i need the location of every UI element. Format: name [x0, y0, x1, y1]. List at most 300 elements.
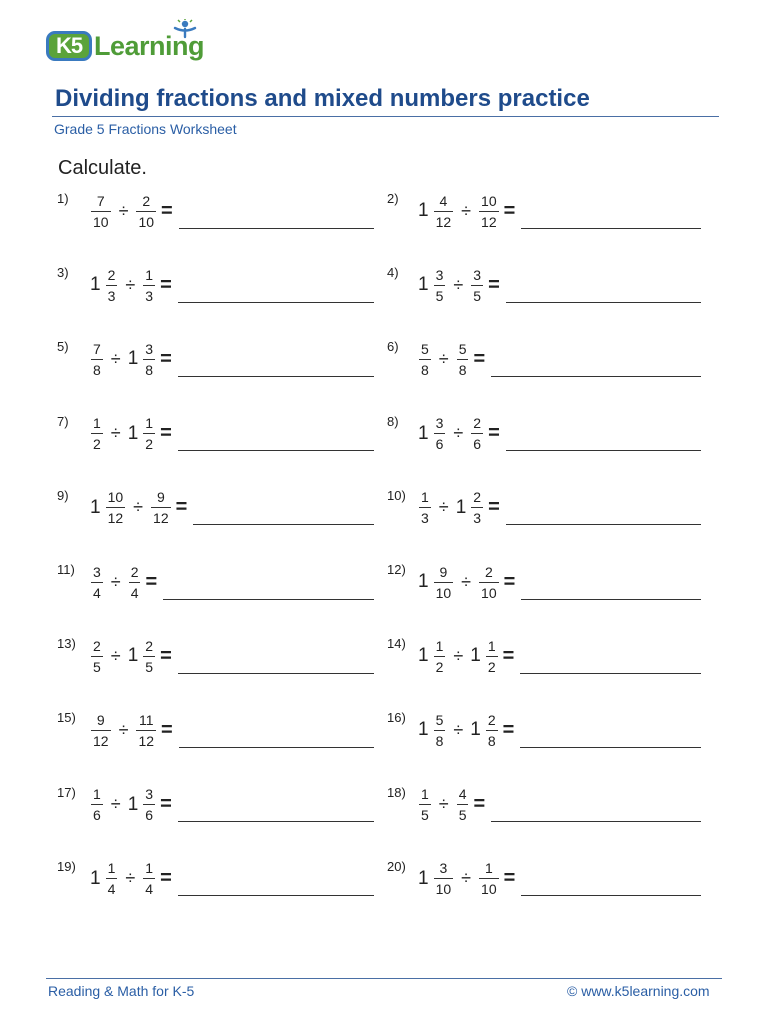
logo-person-icon	[172, 19, 198, 41]
fraction	[419, 786, 431, 823]
equals-sign: =	[488, 496, 500, 519]
fraction	[457, 341, 469, 378]
numerator: 1	[93, 786, 101, 803]
fraction	[486, 638, 498, 675]
footer-divider	[46, 978, 722, 979]
problem-expression	[90, 415, 172, 452]
denominator: 3	[145, 287, 154, 304]
whole-number: 1	[418, 571, 429, 592]
numerator: 1	[421, 786, 429, 803]
fraction	[479, 860, 499, 897]
divide-sign: ÷	[110, 571, 121, 592]
problem-number: 4)	[387, 265, 399, 281]
divide-sign: ÷	[110, 645, 121, 666]
whole-number: 1	[127, 793, 139, 815]
fraction-bar	[419, 359, 431, 360]
denominator: 8	[93, 361, 101, 378]
denominator: 5	[93, 658, 101, 675]
problem-number: 6)	[387, 339, 399, 355]
numerator: 2	[130, 563, 139, 580]
fraction-bar	[91, 730, 111, 731]
denominator: 5	[458, 807, 467, 824]
denominator: 4	[93, 584, 101, 601]
denominator: 2	[145, 436, 154, 453]
problem-number: 2)	[387, 191, 399, 206]
divide-sign: ÷	[438, 348, 449, 369]
fraction	[91, 638, 103, 675]
problem-expression	[90, 341, 172, 378]
fraction-bar	[91, 211, 111, 212]
fraction	[471, 267, 483, 304]
denominator: 12	[435, 213, 452, 230]
fraction	[434, 193, 454, 230]
whole-number: 1	[418, 645, 429, 667]
fraction	[136, 712, 156, 749]
header-divider	[52, 116, 719, 117]
instruction-text: Calculate.	[58, 157, 147, 179]
problem	[90, 335, 374, 383]
fraction-bar	[479, 878, 499, 879]
fraction	[91, 415, 103, 452]
problem-expression	[90, 786, 172, 823]
fraction	[434, 267, 446, 304]
problem	[90, 484, 374, 532]
problem-expression	[90, 193, 173, 230]
equals-sign: =	[502, 718, 515, 741]
denominator: 10	[435, 584, 452, 601]
whole-number: 1	[470, 645, 481, 667]
worksheet-subtitle: Grade 5 Fractions Worksheet	[54, 121, 237, 137]
problem-number: 11)	[57, 562, 75, 577]
problem-number: 9)	[57, 487, 69, 503]
denominator: 6	[93, 807, 101, 824]
footer-tagline: Reading & Math for K-5	[48, 983, 195, 999]
divide-sign: ÷	[453, 645, 464, 666]
problem	[418, 558, 701, 606]
numerator: 2	[107, 266, 116, 283]
fraction	[91, 193, 111, 230]
denominator: 12	[107, 510, 124, 527]
fraction	[419, 341, 431, 378]
problem-expression	[418, 267, 500, 304]
problem-number: 18)	[387, 784, 406, 800]
fraction-bar	[129, 582, 141, 583]
fraction	[151, 489, 171, 526]
divide-sign: ÷	[110, 423, 121, 444]
numerator: 3	[93, 563, 101, 580]
fraction-bar	[143, 359, 155, 360]
divide-sign: ÷	[461, 200, 472, 221]
numerator: 2	[145, 637, 154, 654]
fraction	[471, 489, 483, 526]
whole-number: 1	[90, 274, 101, 296]
problem	[90, 187, 374, 235]
numerator: 11	[138, 711, 154, 728]
numerator: 1	[93, 415, 101, 432]
numerator: 1	[145, 266, 154, 283]
fraction	[106, 860, 118, 897]
fraction-bar	[457, 359, 469, 360]
fraction	[91, 712, 111, 749]
fraction	[143, 786, 155, 823]
fraction	[434, 860, 454, 897]
answer-line[interactable]	[520, 673, 701, 674]
numerator: 2	[473, 415, 482, 432]
divide-sign: ÷	[110, 348, 121, 369]
problem-expression	[90, 638, 172, 675]
divide-sign: ÷	[453, 274, 464, 295]
denominator: 8	[421, 361, 429, 378]
fraction-bar	[136, 211, 156, 212]
problem-number: 20)	[387, 858, 406, 874]
whole-number: 1	[470, 719, 481, 741]
numerator: 2	[473, 489, 482, 506]
numerator: 10	[107, 489, 124, 506]
fraction	[91, 786, 103, 823]
fraction-bar	[471, 285, 483, 286]
whole-number: 1	[418, 719, 429, 741]
problem-number: 15)	[57, 710, 76, 726]
answer-line[interactable]	[178, 673, 374, 674]
numerator: 3	[435, 415, 444, 432]
problem	[90, 632, 374, 680]
problem-expression	[90, 267, 172, 304]
fraction-bar	[434, 730, 446, 731]
numerator: 9	[156, 489, 165, 506]
fraction	[143, 341, 155, 378]
answer-line[interactable]	[163, 599, 374, 600]
denominator: 4	[130, 584, 139, 601]
denominator: 8	[458, 361, 467, 378]
problem-number: 14)	[387, 636, 406, 652]
fraction-bar	[471, 507, 483, 508]
problem	[418, 261, 701, 309]
denominator: 5	[435, 287, 444, 304]
denominator: 8	[435, 732, 444, 749]
answer-line[interactable]	[521, 895, 701, 896]
numerator: 1	[484, 860, 493, 877]
fraction-bar	[91, 359, 103, 360]
fraction-bar	[91, 804, 103, 805]
equals-sign: =	[473, 793, 486, 816]
problem-expression	[418, 786, 485, 823]
whole-number: 1	[90, 496, 101, 518]
denominator: 8	[487, 732, 496, 749]
fraction	[106, 489, 126, 526]
denominator: 12	[93, 732, 109, 749]
fraction-bar	[91, 433, 103, 434]
problem-expression	[418, 712, 514, 749]
whole-number: 1	[418, 422, 429, 444]
fraction	[91, 341, 103, 378]
equals-sign: =	[160, 273, 172, 296]
divide-sign: ÷	[438, 794, 449, 815]
problem	[418, 484, 701, 532]
equals-sign: =	[161, 718, 173, 741]
problem	[90, 706, 374, 754]
divide-sign: ÷	[461, 571, 472, 592]
whole-number: 1	[418, 867, 429, 889]
answer-line[interactable]	[178, 450, 374, 451]
denominator: 2	[435, 658, 444, 675]
fraction-bar	[471, 433, 483, 434]
fraction	[419, 489, 431, 526]
problem-expression	[418, 193, 515, 230]
fraction-bar	[143, 804, 155, 805]
denominator: 3	[473, 510, 482, 527]
denominator: 10	[481, 881, 497, 898]
worksheet-title: Dividing fractions and mixed numbers practice	[55, 85, 590, 112]
fraction	[486, 712, 498, 749]
problem-expression	[418, 489, 500, 526]
denominator: 2	[487, 658, 496, 675]
equals-sign: =	[488, 422, 500, 445]
problem-number: 5)	[57, 339, 69, 355]
problem-number: 19)	[57, 858, 76, 874]
divide-sign: ÷	[453, 423, 464, 444]
problem	[418, 855, 701, 903]
answer-line[interactable]	[178, 302, 374, 303]
problem-expression	[90, 860, 172, 897]
numerator: 4	[458, 786, 467, 803]
divide-sign: ÷	[110, 794, 121, 815]
fraction	[471, 415, 483, 452]
whole-number: 1	[127, 645, 139, 667]
problem	[418, 335, 701, 383]
numerator: 1	[145, 415, 154, 432]
fraction-bar	[434, 878, 454, 879]
numerator: 2	[93, 637, 101, 654]
divide-sign: ÷	[118, 719, 129, 740]
fraction	[434, 638, 446, 675]
fraction	[479, 193, 499, 230]
problem-number: 16)	[387, 710, 406, 726]
whole-number: 1	[455, 496, 467, 518]
problem-expression	[418, 341, 485, 378]
numerator: 1	[421, 489, 429, 506]
denominator: 6	[145, 807, 154, 824]
denominator: 8	[145, 361, 154, 378]
problem	[90, 855, 374, 903]
divide-sign: ÷	[461, 868, 472, 889]
fraction	[434, 415, 446, 452]
answer-line[interactable]	[491, 376, 701, 377]
numerator: 3	[145, 786, 154, 803]
whole-number: 1	[127, 348, 139, 370]
fraction	[143, 860, 155, 897]
problem-number: 13)	[57, 636, 76, 652]
divide-sign: ÷	[133, 497, 144, 518]
fraction-bar	[486, 656, 498, 657]
problem	[90, 261, 374, 309]
answer-line[interactable]	[178, 376, 374, 377]
numerator: 4	[439, 192, 448, 209]
fraction	[143, 415, 155, 452]
fraction-bar	[479, 211, 499, 212]
numerator: 9	[439, 563, 448, 580]
problem	[418, 706, 701, 754]
fraction	[129, 564, 141, 601]
fraction	[479, 564, 499, 601]
equals-sign: =	[160, 793, 172, 816]
denominator: 3	[421, 510, 429, 527]
whole-number: 1	[418, 274, 429, 296]
answer-line[interactable]	[193, 524, 374, 525]
numerator: 5	[435, 711, 444, 728]
numerator: 5	[458, 340, 467, 357]
fraction-bar	[143, 878, 155, 879]
fraction-bar	[434, 285, 446, 286]
problem-number: 10)	[387, 487, 406, 503]
numerator: 1	[435, 637, 444, 654]
problem	[90, 781, 374, 829]
numerator: 10	[481, 192, 497, 209]
problem-number: 1)	[57, 191, 69, 206]
answer-line[interactable]	[521, 599, 701, 600]
equals-sign: =	[160, 867, 172, 890]
divide-sign: ÷	[453, 719, 464, 740]
answer-line[interactable]	[506, 524, 701, 525]
fraction-bar	[434, 433, 446, 434]
problem-expression	[90, 712, 173, 749]
problem-number: 3)	[57, 265, 69, 281]
equals-sign: =	[473, 347, 486, 370]
equals-sign: =	[145, 570, 158, 593]
denominator: 4	[107, 881, 116, 898]
equals-sign: =	[175, 496, 188, 519]
denominator: 2	[93, 436, 101, 453]
fraction-bar	[143, 656, 155, 657]
equals-sign: =	[160, 347, 172, 370]
problem-expression	[90, 489, 187, 526]
fraction-bar	[434, 656, 446, 657]
denominator: 6	[473, 436, 482, 453]
answer-line[interactable]	[178, 895, 374, 896]
fraction-bar	[91, 582, 103, 583]
denominator: 10	[481, 584, 497, 601]
problem	[418, 410, 701, 458]
numerator: 7	[93, 340, 101, 357]
equals-sign: =	[160, 644, 172, 667]
fraction-bar	[479, 582, 499, 583]
divide-sign: ÷	[125, 274, 136, 295]
answer-line[interactable]	[178, 821, 374, 822]
answer-line[interactable]	[506, 302, 701, 303]
problem-number: 12)	[387, 562, 406, 577]
fraction	[143, 638, 155, 675]
numerator: 2	[487, 711, 496, 728]
problem-number: 17)	[57, 784, 76, 800]
fraction-bar	[106, 285, 118, 286]
denominator: 10	[138, 213, 155, 230]
answer-line[interactable]	[521, 228, 701, 229]
answer-line[interactable]	[520, 747, 701, 748]
numerator: 2	[142, 192, 151, 209]
whole-number: 1	[418, 200, 429, 221]
numerator: 9	[96, 711, 105, 728]
fraction-bar	[151, 507, 171, 508]
fraction	[434, 564, 454, 601]
fraction-bar	[106, 507, 126, 508]
problem	[418, 187, 701, 235]
equals-sign: =	[503, 570, 516, 593]
fraction	[434, 712, 446, 749]
fraction-bar	[143, 285, 155, 286]
equals-sign: =	[502, 644, 515, 667]
denominator: 5	[473, 287, 482, 304]
numerator: 1	[145, 860, 154, 877]
fraction-bar	[106, 878, 118, 879]
k5-learning-logo	[46, 26, 204, 66]
problem	[418, 781, 701, 829]
problem	[90, 410, 374, 458]
denominator: 12	[481, 213, 497, 230]
logo-k5-badge: K5	[46, 31, 92, 61]
answer-line[interactable]	[491, 821, 701, 822]
equals-sign: =	[503, 867, 516, 890]
logo-text: Learning	[94, 30, 205, 61]
divide-sign: ÷	[125, 868, 136, 889]
numerator: 3	[439, 860, 448, 877]
fraction	[457, 786, 469, 823]
problem-number: 7)	[57, 413, 69, 429]
numerator: 3	[145, 340, 154, 357]
problem-expression	[418, 638, 514, 675]
problem-expression	[418, 415, 500, 452]
fraction-bar	[457, 804, 469, 805]
denominator: 5	[145, 658, 154, 675]
problem-number: 8)	[387, 413, 399, 429]
answer-line[interactable]	[179, 747, 374, 748]
denominator: 12	[138, 732, 155, 749]
fraction-bar	[136, 730, 156, 731]
problem	[418, 632, 701, 680]
divide-sign: ÷	[438, 497, 449, 518]
denominator: 10	[435, 881, 452, 898]
equals-sign: =	[161, 199, 173, 222]
footer-website: © www.k5learning.com	[567, 983, 710, 999]
equals-sign: =	[160, 422, 172, 445]
numerator: 5	[421, 340, 429, 357]
denominator: 4	[145, 881, 154, 898]
fraction-bar	[419, 507, 431, 508]
problem	[90, 558, 374, 606]
equals-sign: =	[503, 199, 516, 222]
problem-expression	[418, 860, 515, 897]
fraction	[143, 267, 155, 304]
answer-line[interactable]	[179, 228, 374, 229]
divide-sign: ÷	[118, 200, 129, 221]
denominator: 6	[435, 436, 444, 453]
fraction	[106, 267, 118, 304]
fraction-bar	[434, 211, 454, 212]
fraction-bar	[434, 582, 454, 583]
numerator: 3	[435, 266, 444, 283]
fraction-bar	[91, 656, 103, 657]
fraction-bar	[486, 730, 498, 731]
whole-number: 1	[90, 867, 101, 889]
fraction-bar	[143, 433, 155, 434]
fraction-bar	[419, 804, 431, 805]
problem-expression	[90, 564, 157, 601]
denominator: 5	[421, 807, 429, 824]
numerator: 7	[96, 192, 105, 209]
equals-sign: =	[488, 273, 500, 296]
denominator: 12	[153, 510, 169, 527]
numerator: 1	[487, 637, 496, 654]
numerator: 2	[484, 563, 493, 580]
answer-line[interactable]	[506, 450, 701, 451]
